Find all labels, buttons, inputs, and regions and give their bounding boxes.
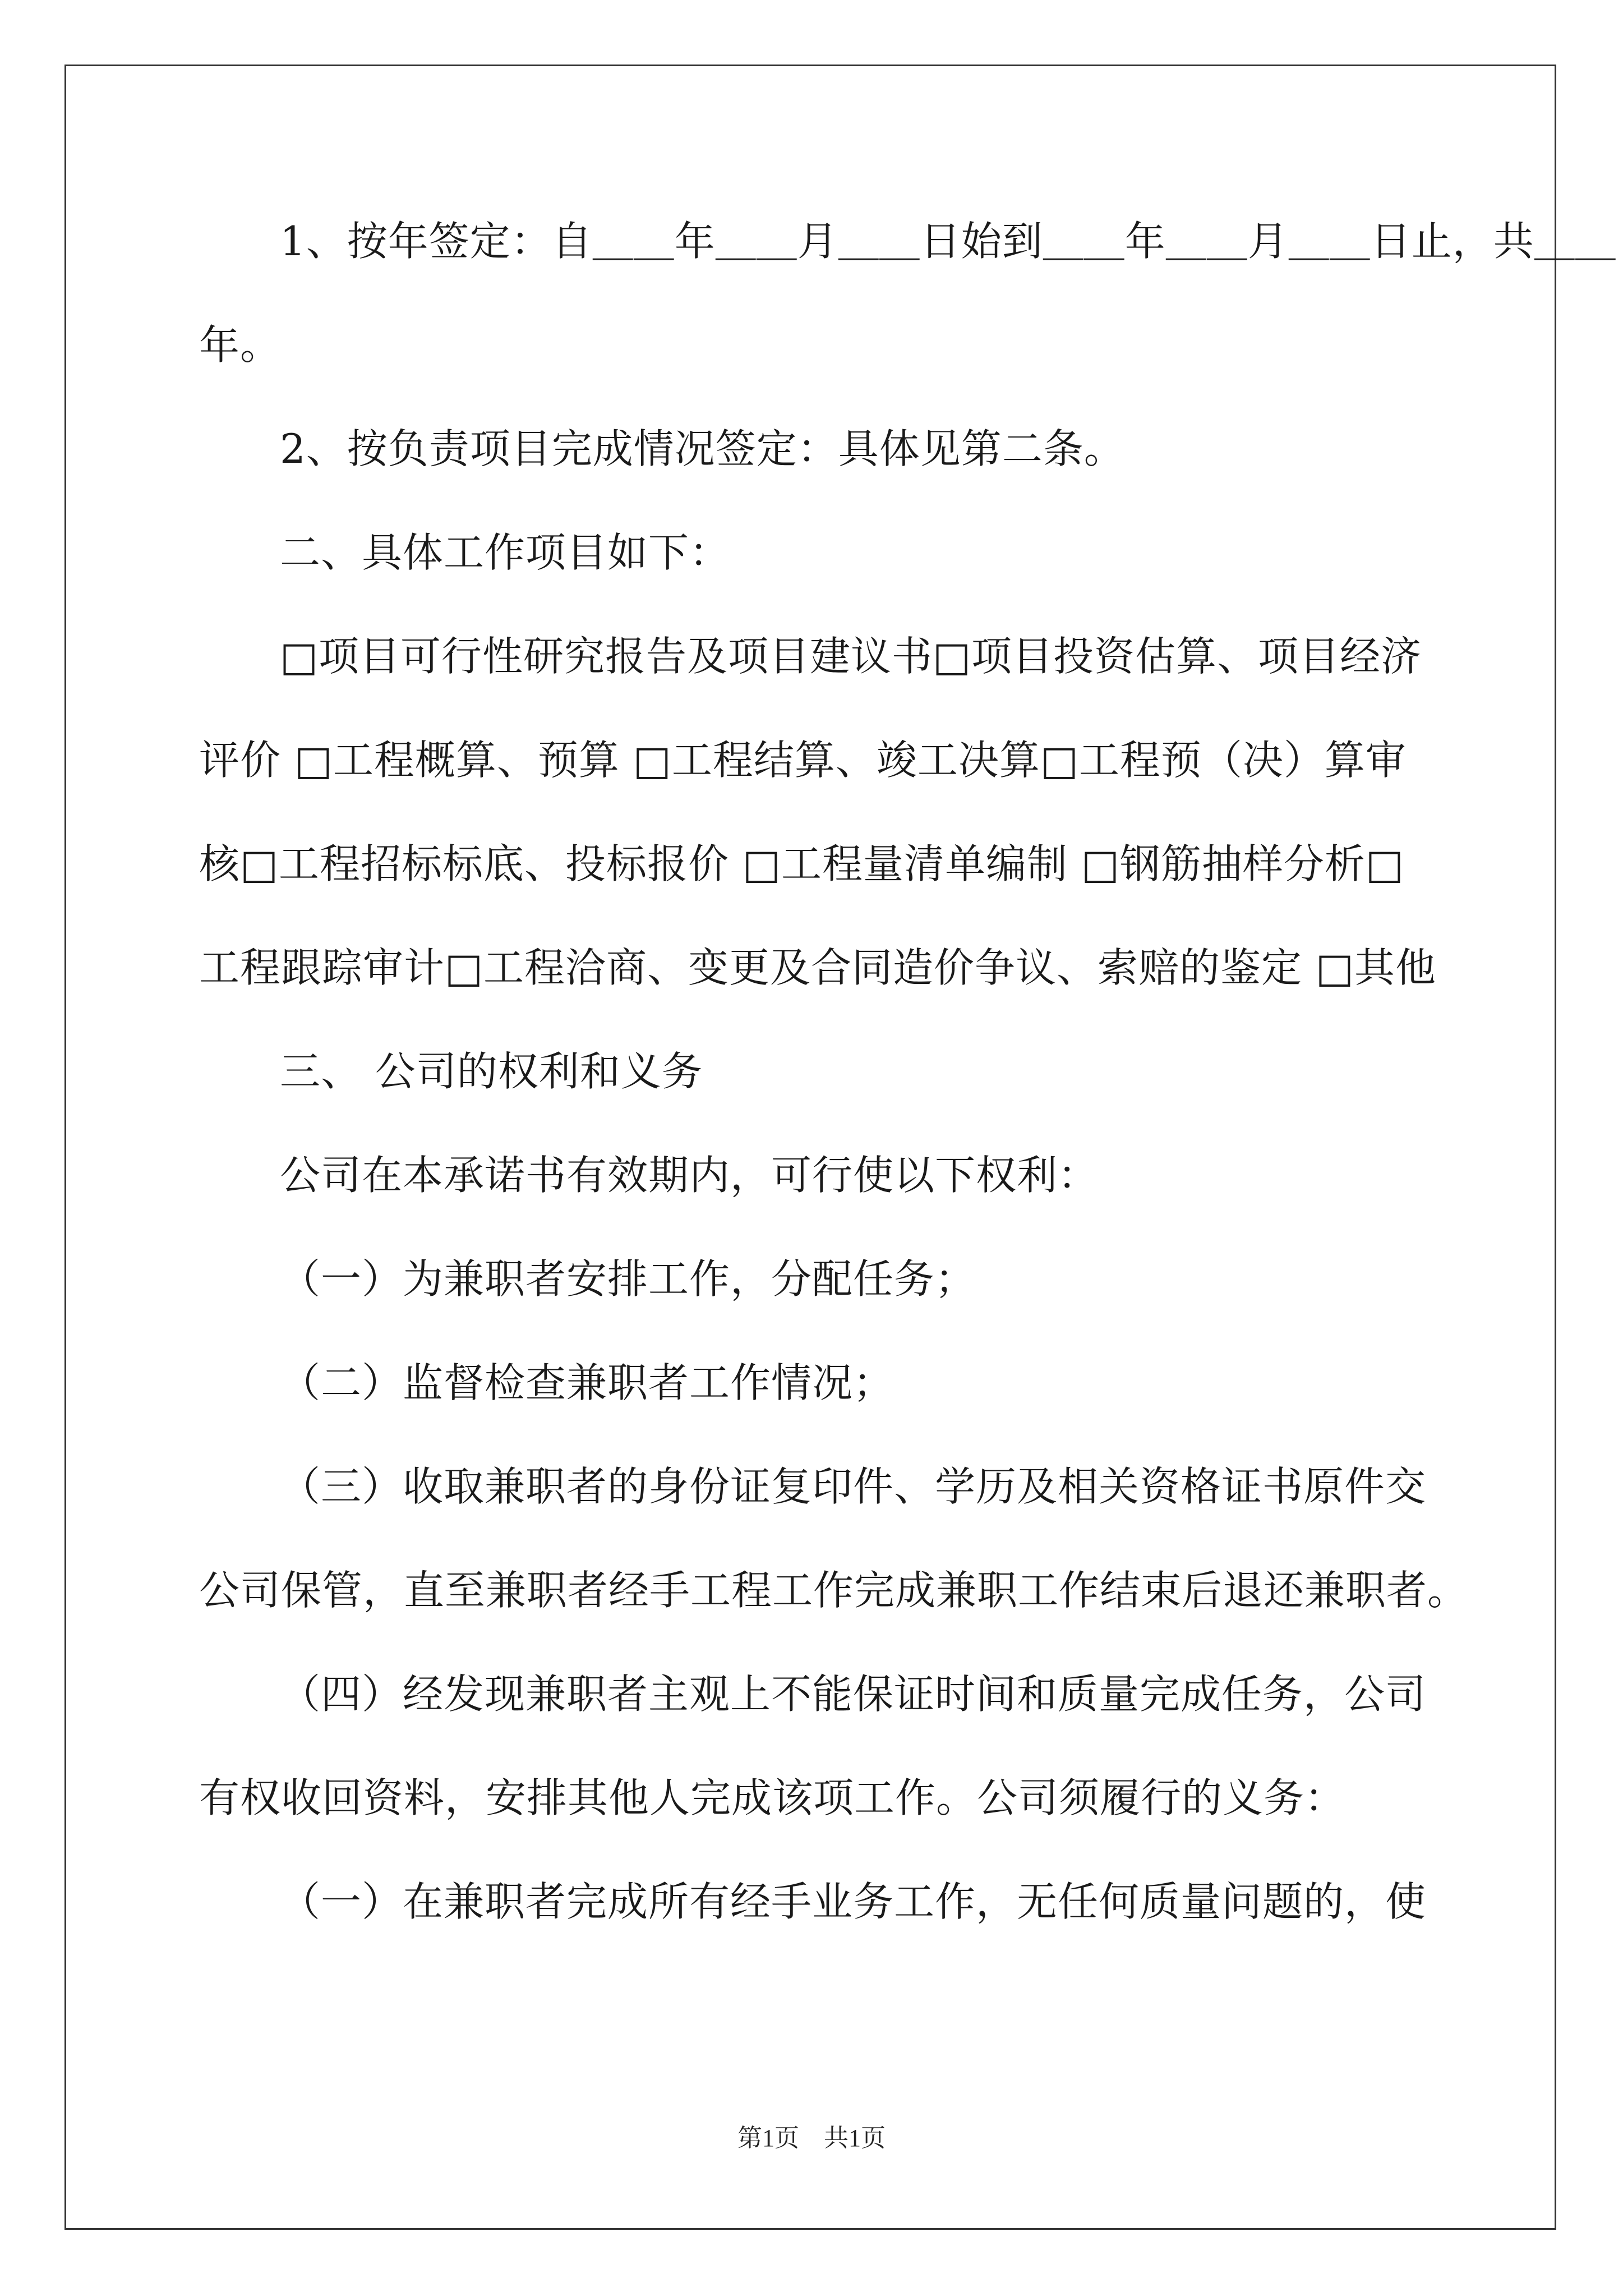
paragraph-line: 年。	[199, 321, 282, 369]
paragraph-line: □项目可行性研究报告及项目建议书□项目投资估算、项目经济	[280, 633, 1422, 680]
paragraph-line: 1、按年签定：自＿＿年＿＿月＿＿日始到＿＿年＿＿月＿＿日止，共＿＿	[280, 218, 1616, 265]
paragraph-line: 2、按负责项目完成情况签定：具体见第二条。	[280, 425, 1125, 472]
section-heading: 二、具体工作项目如下：	[280, 529, 731, 576]
paragraph-line: 核□工程招标标底、投标报价 □工程量清单编制 □钢筋抽样分析□	[199, 840, 1404, 887]
paragraph-line: （二）监督检查兼职者工作情况；	[280, 1359, 895, 1406]
paragraph-line: （一）为兼职者安排工作，分配任务；	[280, 1255, 976, 1303]
section-heading: 三、 公司的权利和义务	[280, 1048, 703, 1095]
paragraph-line: （四）经发现兼职者主观上不能保证时间和质量完成任务，公司	[280, 1671, 1427, 1718]
paragraph-line: 评价 □工程概算、预算 □工程结算、竣工决算□工程预（决）算审	[199, 737, 1407, 784]
paragraph-line: 公司保管，直至兼职者经手工程工作完成兼职工作结束后退还兼职者。	[199, 1567, 1469, 1614]
paragraph-line: 公司在本承诺书有效期内，可行使以下权利：	[280, 1152, 1099, 1199]
paragraph-line: 工程跟踪审计□工程洽商、变更及合同造价争议、索赔的鉴定 □其他	[199, 944, 1436, 991]
paragraph-line: （一）在兼职者完成所有经手业务工作，无任何质量问题的，使	[280, 1878, 1427, 1925]
page-number: 第1页 共1页	[737, 2124, 886, 2152]
paragraph-line: （三）收取兼职者的身份证复印件、学历及相关资格证书原件交	[280, 1463, 1427, 1510]
paragraph-line: 有权收回资料，安排其他人完成该项工作。公司须履行的义务：	[199, 1774, 1346, 1821]
